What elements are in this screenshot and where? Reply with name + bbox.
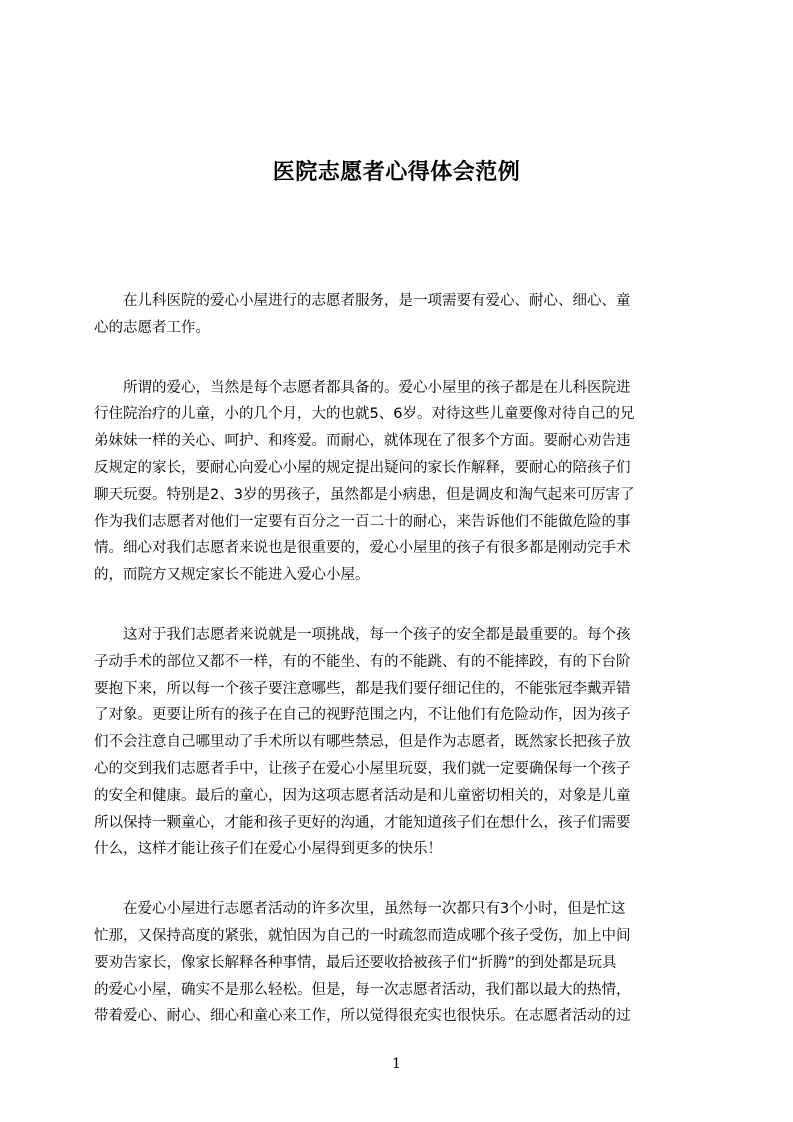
text-line: 聊天玩耍。特别是2、3岁的男孩子，虽然都是小病患，但是调皮和淘气起来可厉害了 xyxy=(94,486,635,503)
text-line: 要抱下来，所以每一个孩子要注意哪些，都是我们要仔细记住的，不能张冠李戴弄错 xyxy=(94,680,631,697)
text-line: 子动手术的部位又都不一样，有的不能坐、有的不能跳、有的不能摔跤，有的下台阶 xyxy=(94,653,631,670)
paragraph-3 xyxy=(94,622,698,863)
text-line: 心的交到我们志愿者手中，让孩子在爱心小屋里玩耍，我们就一定要确保每一个孩子 xyxy=(94,760,631,777)
paragraph-2 xyxy=(94,375,698,589)
text-line: 作为我们志愿者对他们一定要有百分之一百二十的耐心，来告诉他们不能做危险的事 xyxy=(94,513,631,530)
text-line: 这对于我们志愿者来说就是一项挑战，每一个孩子的安全都是最重要的。每个孩 xyxy=(123,626,631,643)
text-line: 了对象。更要让所有的孩子在自己的视野范围之内，不让他们有危险动作，因为孩子 xyxy=(94,707,631,724)
text-line: 什么，这样才能让孩子们在爱心小屋得到更多的快乐！ xyxy=(94,841,442,858)
text-line: 在儿科医院的爱心小屋进行的志愿者服务，是一项需要有爱心、耐心、细心、童 xyxy=(123,293,631,309)
text-line: 要劝告家长，像家长解释各种事情，最后还要收拾被孩子们“折腾”的到处都是玩具 xyxy=(94,954,617,971)
text-line: 忙那，又保持高度的紧张，就怕因为自己的一时疏忽而造成哪个孩子受伤，加上中间 xyxy=(94,927,631,944)
page-title: 医院志愿者心得体会范例 xyxy=(272,159,521,185)
text-line: 所谓的爱心，当然是每个志愿者都具备的。爱心小屋里的孩子都是在儿科医院进 xyxy=(123,379,631,396)
paragraph-1 xyxy=(94,288,698,342)
text-line: 带着爱心、耐心、细心和童心来工作，所以觉得很充实也很快乐。在志愿者活动的过 xyxy=(94,1008,631,1025)
text-line: 所以保持一颗童心，才能和孩子更好的沟通，才能知道孩子们在想什么，孩子们需要 xyxy=(94,814,631,831)
text-line: 反规定的家长，要耐心向爱心小屋的规定提出疑问的家长作解释，要耐心的陪孩子们 xyxy=(94,459,631,476)
text-line: 的爱心小屋，确实不是那么轻松。但是，每一次志愿者活动，我们都以最大的热情， xyxy=(94,981,631,998)
text-line: 们不会注意自己哪里动了手术所以有哪些禁忌，但是作为志愿者，既然家长把孩子放 xyxy=(94,734,631,751)
text-line: 情。细心对我们志愿者来说也是很重要的，爱心小屋里的孩子有很多都是刚动完手术 xyxy=(94,540,631,557)
page-number: 1 xyxy=(392,1056,401,1072)
text-line: 的安全和健康。最后的童心，因为这项志愿者活动是和儿童密切相关的，对象是儿童 xyxy=(94,787,631,804)
text-line: 行住院治疗的儿童，小的几个月，大的也就5、6岁。对待这些儿童要像对待自己的兄 xyxy=(94,406,635,423)
text-line: 弟妹妹一样的关心、呵护、和疼爱。而耐心，就体现在了很多个方面。要耐心劝告违 xyxy=(94,433,631,450)
paragraph-4 xyxy=(94,896,698,1030)
text-line: 心的志愿者工作。 xyxy=(94,319,210,336)
document-body xyxy=(94,288,698,1063)
text-line: 的，而院方又规定家长不能进入爱心小屋。 xyxy=(94,567,370,584)
text-line: 在爱心小屋进行志愿者活动的许多次里，虽然每一次都只有3个小时，但是忙这 xyxy=(123,901,626,918)
